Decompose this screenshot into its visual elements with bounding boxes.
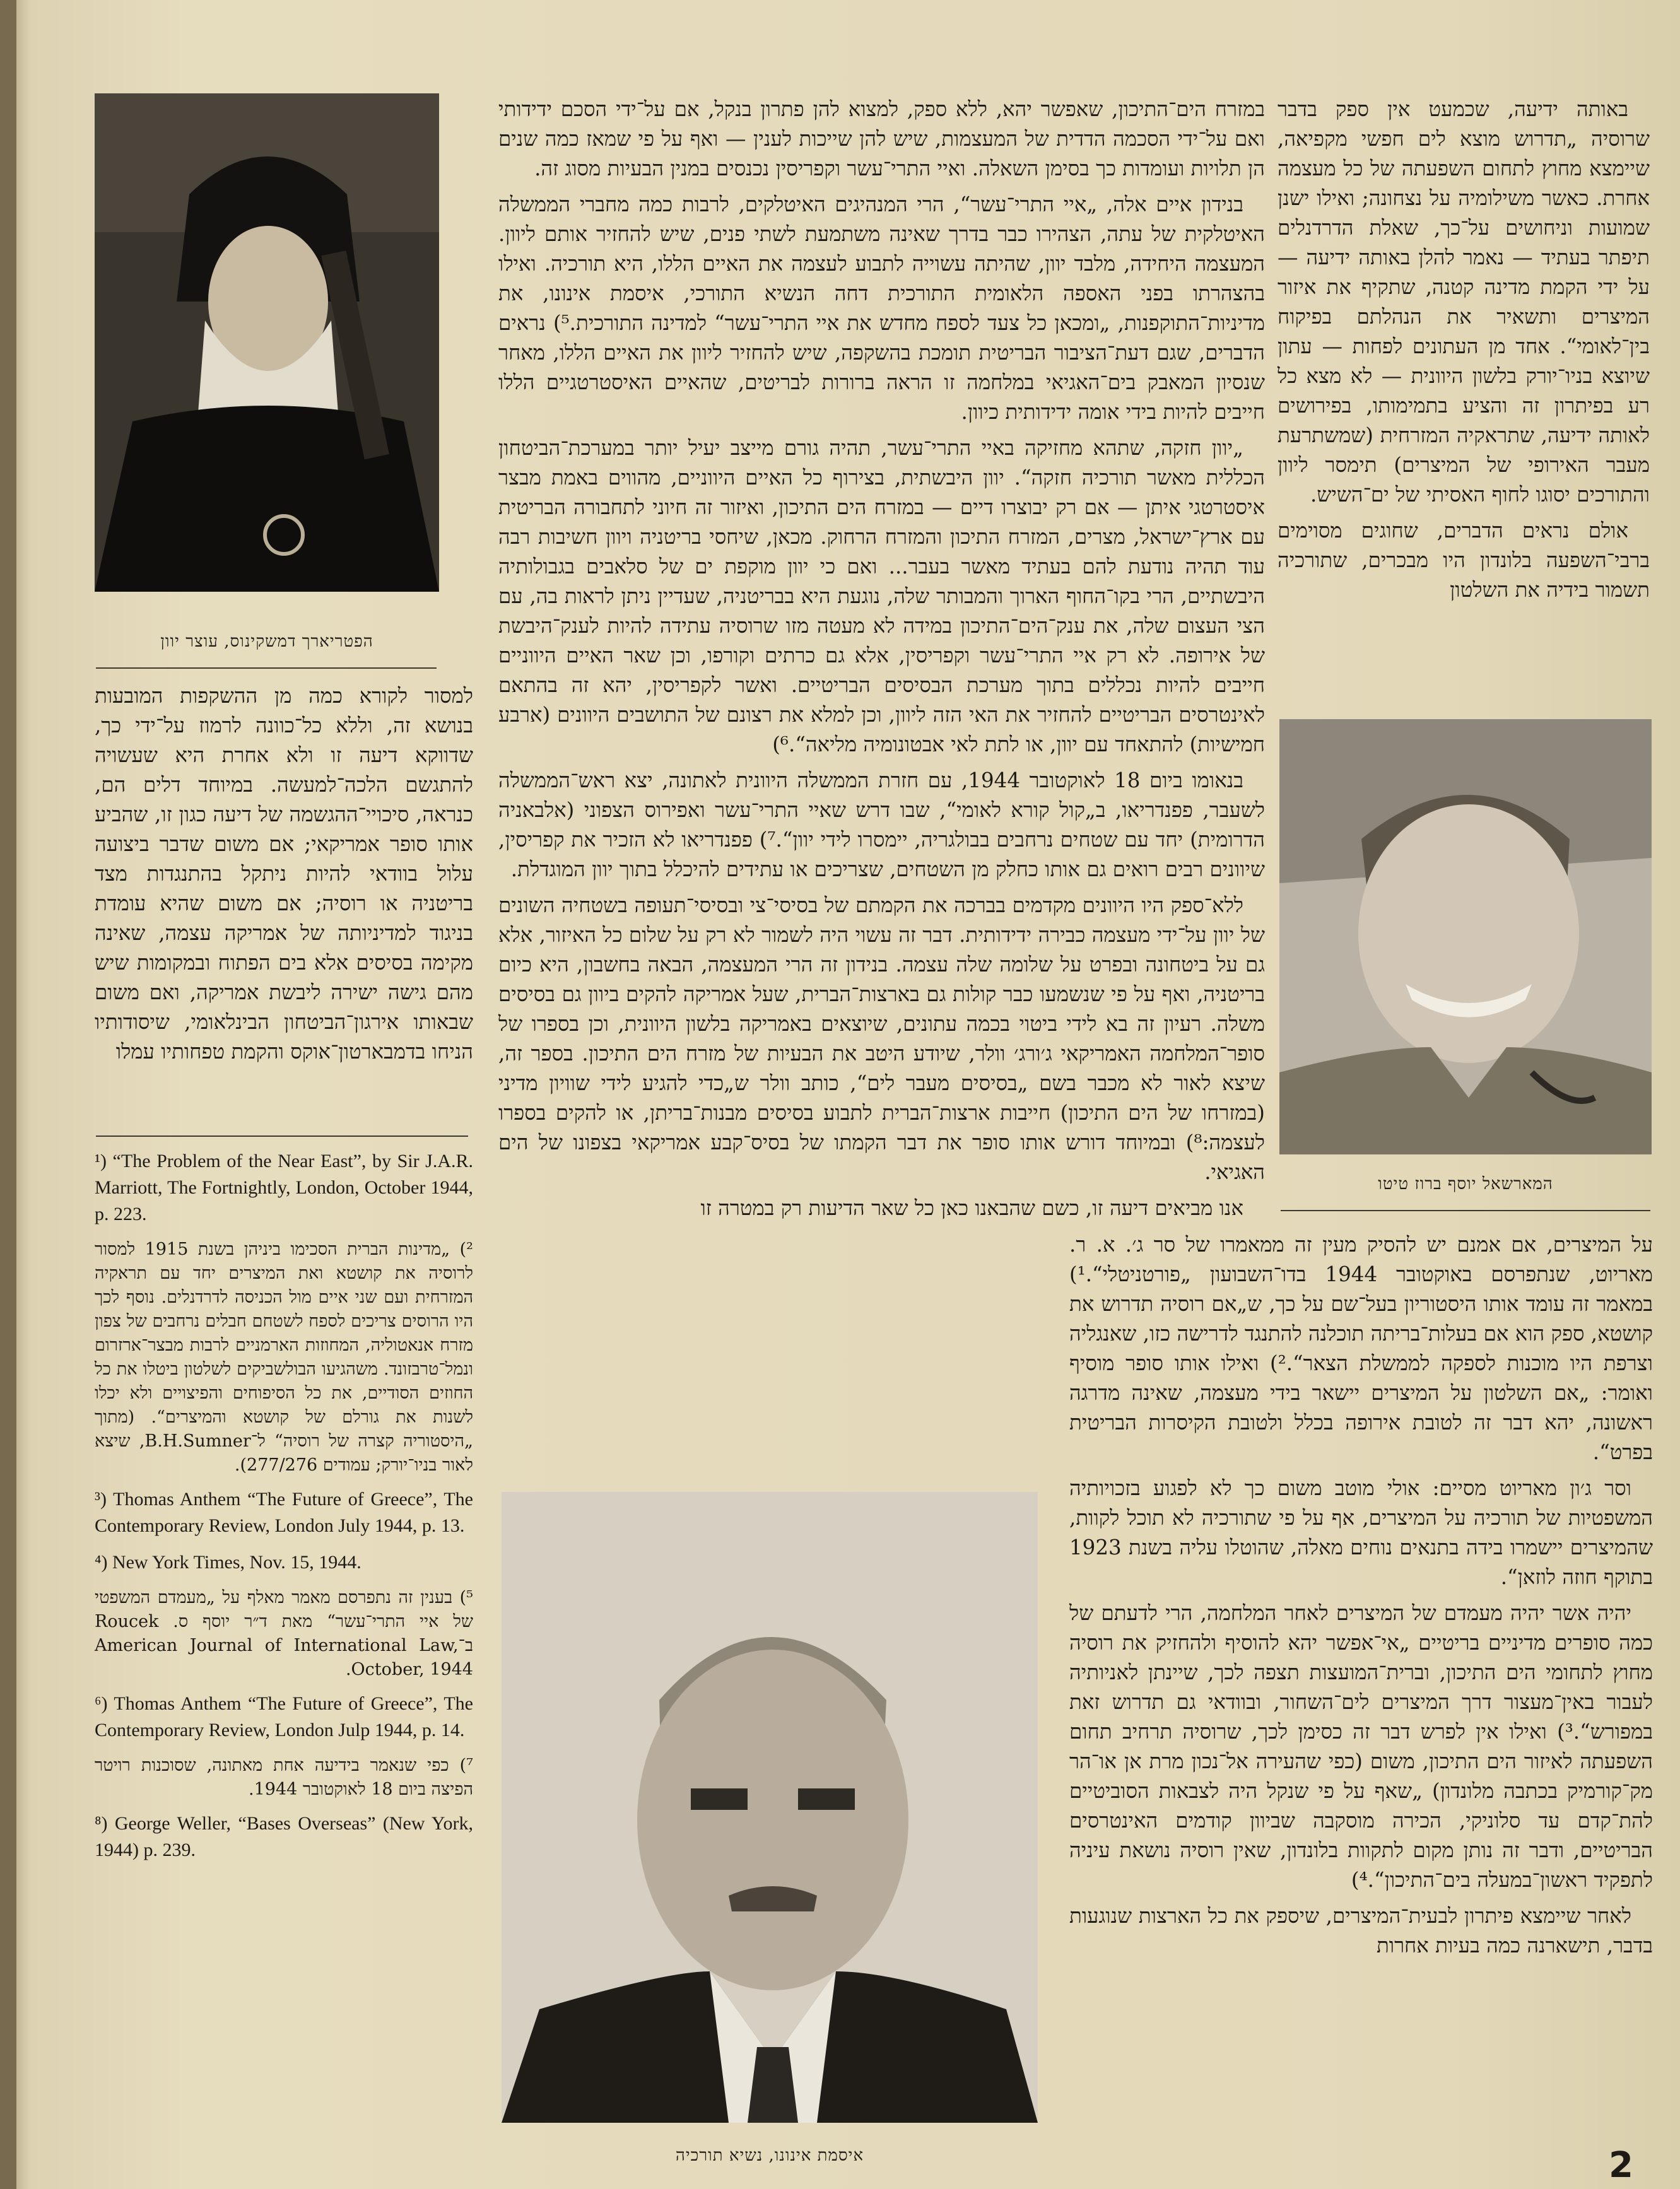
inonu-photo [502, 1492, 1038, 2123]
right-paragraph: לאחר שיימצא פיתרון לבעית־המיצרים, שיספק את כל הארצות שנוגעות בדבר, תישארנה כמה בעיות אחרות [1069, 1904, 1653, 1957]
footnote-1: ¹) “The Problem of the Near East”, by Sir J.A.R. Marriott, The Fortnightly, London, October 1944, p. 223. [95, 1151, 473, 1224]
inonu-caption: איסמת אינונו, נשיא תורכיה [675, 2146, 864, 2165]
left-paragraph: למסור לקורא כמה מן ההשקפות המובעות בנושא זה, וללא כל־כוונה לרמוז על־ידי כך, שדווקא דיעה זו ולא אחרת היא שעשויה להתגשם הלכה־למעשה. במיוחד דלים הם, כנראה, סיכויי־ההגשמה של דיעה כגון זו, שהביע אותו סופר אמריקאי; אם משום שדבר ביצועה עלול בוודאי להיות ניתקל בהתנגדות מצד בריטניה או רוסיה; אם משום שהיא עומדת בניגוד למדיניותה של אמריקה עצמה, שאינה מקימה בסיסים אלא בים הפתוח ובמקומות שיש מהם גישה ישירה ליבשת אמריקה, ואם משום שבאותו אירגון־הביטחון הבינלאומי, שיסודותיו הניחו בדמבארטון־אוקס והקמת טפחותיו עמלו [95, 684, 473, 1064]
middle-paragraph: בנידון איים אלה, „איי התרי־עשר“, הרי המנהיגים האיטלקים, לרבות כמה מחברי הממשלה האיטלקית של עתה, הצהירו כבר בדרך שאינה משתמעת לשתי פנים, שיש להחזיר אותם ליוון. המעצמה היחידה, מלבד יוון, שהיתה עשוייה לתבוע לעצמה את האיים הללו, היא תורכיה. ואילו בהצהרתו בפני האספה הלאומית התורכית דחה הנשיא התורכי, איסמת אינונו, את מדיניות־התוקפנות, „ומכאן כל צעד לספח מחדש את איי התרי־עשר“ למדינה התורכית.⁵) נראים הדברים, שגם דעת־הציבור הבריטית תומכת בהשקפה, שיש להחזיר ליוון את האיים הללו, מאחר שנסיון המאבק בים־האגיאי במלחמה זו הראה ברורות לבריטים, שהאיים האיסטרטגיים הללו חייבים להיות בידי אומה ידידותית כיוון. [498, 192, 1265, 424]
footnote-6: ⁶) Thomas Anthem “The Future of Greece”, The Contemporary Review, London Julp 1944, p. 14. [95, 1693, 473, 1740]
patriarch-portrait [95, 93, 439, 592]
right-column-top-text [1278, 95, 1650, 611]
binding-gutter [0, 0, 16, 2189]
right-column-bottom-text [1069, 1230, 1653, 1967]
patriarch-caption: הפטריארך דמשקינוס, עוצר יוון [160, 632, 373, 651]
right-paragraph: באותה ידיעה, שכמעט אין ספק בדבר שרוסיה „תדרוש מוצא לים חפשי מקפיאה, שיימצא מחוץ לתחום השפעתה של כל מעצמה אחרת. כאשר משילומיה על נצחונה; ואילו ישנן שמועות וניחושים על־כך, שאלת הדרדנלים תיפתר בעתיד — נאמר להלן באותה ידיעה — על ידי הקמת מדינה קטנה, שתקיף את איזור המיצרים ותשאיר את הנהלתם בפיקוח בין־לאומי“. אחד מן העתונים לפחות — עתון שיוצא בניו־יורק בלשון היוונית — לא מצא כל רע בפיתרון זה והציע בתמימותו, בפירושים לאותה ידיעה, שתראקיה המזרחית (שמשתרעת מעבר האירופי של המיצרים) תימסר ליוון והתורכים יסוגו לחוף האסיתי של ים־השיש. [1278, 97, 1650, 507]
right-paragraph: וסר ג׳ון מאריוט מסיים: אולי מוטב משום כך לא לפגוע בזכויותיה המשפטיות של תורכיה על המיצרים, אף על פי שתורכיה לא תוכל לקוות, שהמיצרים יישמרו בידה בתנאים נוחים מאלה, שהוטלו עליה בשנת 1923 בתוקף חוזה לוזאן“. [1069, 1476, 1653, 1589]
page-number: 2 [1609, 2145, 1633, 2186]
tito-portrait [1279, 719, 1652, 1154]
footnote-8: ⁸) George Weller, “Bases Overseas” (New York, 1944) p. 239. [95, 1813, 473, 1860]
caption-rule-right [1281, 1210, 1650, 1211]
middle-paragraph: ללא־ספק היו היוונים מקדמים בברכה את הקמתם של בסיסי־צי ובסיסי־תעופה בשטחיה השונים של יוון על־ידי מעצמה כבירה ידידותית. דבר זה עשוי היה לשמור לא רק על שלום כל האיזור, אלא גם על ביטחונה ובפרט על שלומה שלה עצמה. בנידון זה הרי המעצמה, הבאה בחשבון, היא כיום בריטניה, ואף על פי שנשמעו כבר קולות גם בארצות־הברית, שעל אמריקה להקים ביוון גם בסיסים משלה. רעיון זה בא לידי ביטוי בכמה עתונים, שיוצאים באמריקה בלשון היוונית, וכן בספרו של סופר־המלחמה האמריקאי ג׳ורג׳ וולר, שיודע היטב את הבעיות של מזרח הים התיכון. בספר זה, שיצא לאור לא מכבר בשם „בסיסים מעבר לים“, כותב וולר ש„כדי להגיע לידי שוויון מדיני (במזרחו של הים התיכון) חייבות ארצות־הברית לתבוע בסיסים מבנות־בריתן, או להקים בספרו לעצמה:⁸) ובמיוחד דורש אותו סופר את דבר הקמתו של בסיס־קבע אמריקאי בצפונו של הים האגיאי. [498, 893, 1265, 1184]
footnote-rule [96, 1136, 468, 1137]
right-paragraph: יהיה אשר יהיה מעמדם של המיצרים לאחר המלחמה, הרי לדעתם של כמה סופרים מדיניים בריטיים „אי־אפשר יהא להוסיף ולהחזיק את רוסיה מחוץ לתחומי הים התיכון, וברית־המועצות תצפה לכך, שיינתן לאניותיה לעבור באין־מעצור דרך המיצרים לים־השחור, ובוודאי גם תדרוש זאת במפורש“.³) ואילו אין לפרש דבר זה כסימן לכך, שרוסיה תרחיב תחום השפעתה לאיזור הים התיכון, משום (כפי שהעירה אל־נכון מרת אן או־הר מק־קורמיק בכתבה מלונדון) „שאף על פי שנקל היה לצבאות הסוביטיים להת־קדם עד סלוניקי, הכירה מוסקבה שביוון קודמים האינטרסים הבריטיים, ודבר זה נותן מקום לתקוות בלונדון, שאין רוסיה נושאת עיניה לתפקיד ראשון־במעלה בים־התיכון“.⁴) [1069, 1601, 1653, 1892]
inonu-portrait [502, 1492, 1038, 2123]
middle-column-text [498, 95, 1265, 1229]
left-column-text [95, 681, 473, 1073]
footnote-7: ⁷) כפי שנאמר בידיעה אחת מאתונה, שסוכנות רויטר הפיצה ביום 18 לאוקטובר 1944. [95, 1756, 473, 1799]
footnote-3: ³) Thomas Anthem “The Future of Greece”, The Contemporary Review, London July 1944, p. 13. [95, 1489, 473, 1536]
footnotes [95, 1148, 473, 1874]
right-paragraph: על המיצרים, אם אמנם יש להסיק מעין זה ממאמרו של סר ג׳. א. ר. מאריוט, שנתפרסם באוקטובר 1944 בדו־השבועון „פורטניטלי“.¹) במאמר זה עומד אותו היסטוריון בעל־שם על כך, ש„אם רוסיה תדרוש את קושטא, ספק הוא אם בעלות־בריתה תוכלנה להתנגד לדרישה כזו, שאנגליה וצרפת היו מוכנות לספקה לממשלת הצאר“.²) ואילו אותו סופר מוסיף ואומר: „אם השלטון על המיצרים יישאר בידי מעצמה, שאינה מדרגה ראשונה, יהא דבר זה לטובת אירופה בכלל ולטובת הקיסרות הבריטית בפרט“. [1069, 1233, 1653, 1464]
footnote-4: ⁴) New York Times, Nov. 15, 1944. [95, 1552, 361, 1573]
middle-paragraph: „יוון חזקה, שתהא מחזיקה באיי התרי־עשר, תהיה גורם מייצב יעיל יותר במערכת־הביטחון הכללית מאשר תורכיה חזקה“. יוון היבשתית, בצירוף כל האיים היווניים, מהווים באמת מבצר איסטרטגי איתן — אם רק יבוצרו דיים — במזרח הים התיכון, ואיזור זה חיוני לתחבורה הבריטית עם ארץ־ישראל, מצרים, המזרח התיכון והמזרח הרחוק. מכאן, שיחסי בריטניה ויוון חשיבות רבה עוד תהיה נודעת להם בעתיד מאשר בעבר... ואם כי יוון מוקפת ים של סלאבים בגבולותיה היבשתיים, הרי בקו־החוף הארוך והמבותר שלה, נוגעת היא בבריטניה, שעדיין ניתן לראות בה, עם הצי העצום שלה, את ענק־הים־התיכון במידה לא מעטה מזו שרוסיה עתידה להיות לענק־היבשת של אירופה. לא רק איי התרי־עשר וקפריסין, אלא גם כרתים וקורפו, וכן שאר האיים היווניים חייבים להיות נכללים בתוך מערכת הבסיסים הבריטיים. ואשר לקפריסין, יהא זה בהתאם לאינטרסים הבריטיים להחזיר את האי הזה ליוון, וכן למלא את רצונם של התושבים היוונים (ארבע חמישיות) להתאחד עם יוון, או לתת לאי אבטונומיה מליאה“.⁶) [498, 436, 1265, 756]
tito-photo [1279, 719, 1652, 1154]
patriarch-photo [95, 93, 439, 592]
right-paragraph: אולם נראים הדברים, שחוגים מסוימים ברבי־השפעה בלונדון היו מבכרים, שתורכיה תשמור בידיה את השלטון [1278, 519, 1650, 602]
tito-caption: המארשאל יוסף ברוז טיטו [1378, 1175, 1553, 1194]
middle-paragraph: אנו מביאים דיעה זו, כשם שהבאנו כאן כל שאר הדיעות רק במטרה זו [700, 1196, 1243, 1220]
caption-rule-left [96, 667, 437, 669]
middle-paragraph: בנאומו ביום 18 לאוקטובר 1944, עם חזרת הממשלה היוונית לאתונה, יצא ראש־הממשלה לשעבר, פפנדריאו, ב„קול קורא לאומי“, שבו דרש שאיי התרי־עשר ואפירוס הצפוני (אלבאניה הדרומית) יחד עם שטחים נרחבים בבולגריה, יימסרו לידי יוון“.⁷) פפנדריאו לא הזכיר את קפריסין, שיוונים רבים רואים גם אותו כחלק מן השטחים, שצריכים או עתידים להיכלל בתוך יוון המוגדלת. [498, 768, 1265, 881]
middle-paragraph: במזרח הים־התיכון, שאפשר יהא, ללא ספק, למצוא להן פתרון בנקל, אם על־ידי הסכם ידידותי ואם על־ידי הסכמה הדדית של המעצמות, שיש להן שייכות לענין — ואף על פי שמאז כמה שנים הן תלויות ועומדות כך בסימן השאלה. ואיי התרי־עשר וקפריסין נכנסים במנין הבעיות מסוג זה. [498, 97, 1265, 180]
footnote-2: ²) „מדינות הברית הסכימו ביניהן בשנת 1915 למסור לרוסיה את קושטא ואת המיצרים יחד עם תראקיה המזרחית ועם שני איים מול הכניסה לדרדנלים. נוסף לכך היו הרוסים צריכים לספח לשטחם חבלים נרחבים של צפון מזרח אנאטוליה, המחוזות הארמניים לרבות מבצר־ארזרום ונמל־טרבזונד. משהגיעו הבולשביקים לשלטון ביטלו את כל החוזים הסודיים, את כל הסיפוחים והפיצויים ולא יכלו לשנות את גורלם של קושטא והמיצרים“. (מתוך „היסטוריה קצרה של רוסיה“ ל־B.H.Sumner, שיצא לאור בניו־יורק; עמודים 277/276). [95, 1240, 473, 1475]
footnote-5: ⁵) בענין זה נתפרסם מאמר מאלף על „מעמדם המשפטי של איי התרי־עשר“ מאת ד״ר יוסף ס. Roucek ב־American Journal of International Law, October, 1944. [95, 1588, 473, 1679]
